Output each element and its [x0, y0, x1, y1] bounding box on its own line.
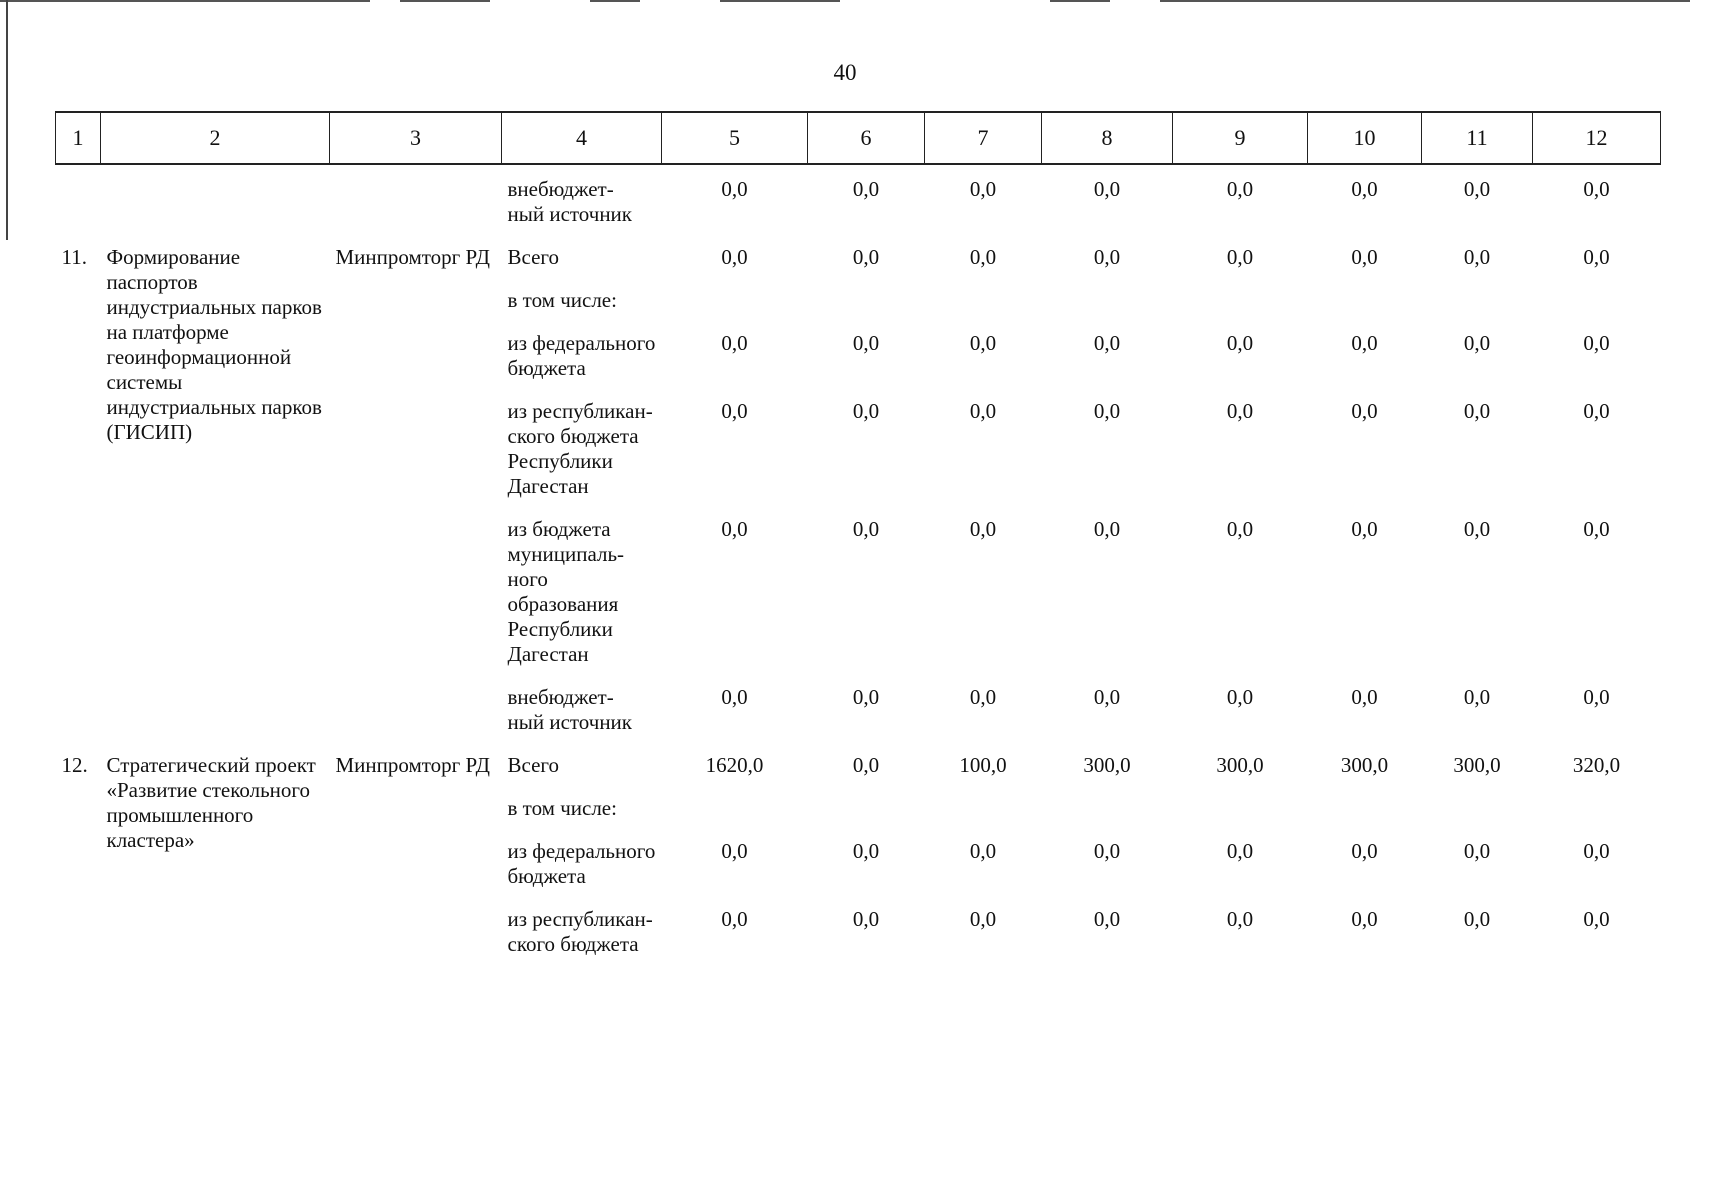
value-cell: 0,0 [852, 245, 880, 269]
column-header: 3 [330, 112, 502, 164]
funding-source-label: из федерального бюджета [507, 331, 656, 380]
value-cell: 0,0 [1463, 245, 1491, 269]
value-cell: 0,0 [1226, 331, 1254, 355]
value-cell: 0,0 [1226, 245, 1254, 269]
value-cell: 0,0 [852, 907, 880, 931]
column-header: 5 [662, 112, 808, 164]
value-cell [1422, 276, 1533, 319]
executor [330, 164, 502, 233]
value-cell: 0,0 [852, 331, 880, 355]
value-cell [1533, 784, 1661, 827]
value-cell: 0,0 [969, 907, 997, 931]
value-cell: 0,0 [1226, 517, 1254, 541]
value-cell: 0,0 [969, 331, 997, 355]
table-row [56, 164, 1661, 233]
value-cell: 0,0 [721, 839, 748, 863]
column-header: 10 [1308, 112, 1422, 164]
value-cell [662, 276, 808, 319]
value-cell: 300,0 [1216, 753, 1264, 777]
column-header: 12 [1533, 112, 1661, 164]
value-cell: 0,0 [1093, 685, 1121, 709]
value-cell: 0,0 [1226, 177, 1254, 201]
value-cell: 0,0 [852, 685, 880, 709]
value-cell: 0,0 [721, 907, 748, 931]
funding-source-label: Всего [507, 753, 559, 777]
funding-source-label: в том числе: [507, 796, 617, 820]
value-cell: 0,0 [1093, 177, 1121, 201]
value-cell [1042, 784, 1173, 827]
value-cell: 0,0 [1093, 331, 1121, 355]
table-row [56, 741, 1661, 784]
value-cell [808, 784, 925, 827]
value-cell: 0,0 [1226, 907, 1254, 931]
value-cell [1533, 276, 1661, 319]
value-cell: 300,0 [1340, 753, 1389, 777]
value-cell: 0,0 [1351, 331, 1378, 355]
funding-source-label: из республикан- ского бюджета Республики Дагестан [507, 399, 653, 498]
value-cell: 0,0 [1351, 177, 1378, 201]
page-number: 40 [833, 60, 857, 85]
value-cell: 0,0 [1093, 399, 1121, 423]
scan-edge-rule [400, 0, 490, 2]
scan-edge-rule [0, 0, 370, 2]
scan-edge-rule [590, 0, 640, 2]
column-header: 6 [808, 112, 925, 164]
value-cell: 0,0 [852, 517, 880, 541]
value-cell [925, 276, 1042, 319]
column-header: 2 [101, 112, 330, 164]
value-cell [1422, 784, 1533, 827]
value-cell: 100,0 [959, 753, 1007, 777]
value-cell: 0,0 [1226, 399, 1254, 423]
scan-edge-mark [6, 0, 8, 240]
row-number: 11. [61, 245, 87, 269]
value-cell [1308, 784, 1422, 827]
value-cell: 0,0 [1463, 839, 1491, 863]
value-cell: 0,0 [721, 399, 748, 423]
value-cell: 0,0 [1463, 399, 1491, 423]
value-cell: 0,0 [1093, 907, 1121, 931]
value-cell: 0,0 [1463, 907, 1491, 931]
value-cell: 0,0 [1583, 839, 1610, 863]
value-cell: 0,0 [1583, 399, 1610, 423]
value-cell: 0,0 [1463, 685, 1491, 709]
value-cell: 0,0 [969, 245, 997, 269]
value-cell: 0,0 [1583, 245, 1610, 269]
funding-source-label: из федерального бюджета [507, 839, 656, 888]
value-cell: 0,0 [1351, 907, 1378, 931]
value-cell: 0,0 [1583, 177, 1610, 201]
value-cell: 0,0 [852, 177, 880, 201]
executor: Минпромторг РД [335, 753, 490, 777]
table-header-row [56, 112, 1661, 164]
funding-source-label: из бюджета муниципаль- ного образования Республики Дагестан [507, 517, 625, 666]
column-header: 1 [56, 112, 101, 164]
value-cell: 0,0 [1093, 839, 1121, 863]
event-name: Стратегический проект «Развитие стекольного промышленного кластера» [106, 753, 316, 852]
column-header: 4 [502, 112, 662, 164]
budget-table [55, 111, 1661, 963]
value-cell [925, 784, 1042, 827]
funding-source-label: внебюджет- ный источник [507, 685, 632, 734]
value-cell: 0,0 [969, 177, 997, 201]
value-cell [808, 276, 925, 319]
value-cell: 0,0 [1583, 331, 1610, 355]
value-cell [1308, 276, 1422, 319]
value-cell: 0,0 [969, 399, 997, 423]
column-header: 8 [1042, 112, 1173, 164]
scan-edge-rule [1160, 0, 1690, 2]
funding-source-label: Всего [507, 245, 559, 269]
event-name: Формирование паспортов индустриальных парков на платформе геоинформационной системы индустриальных парков (ГИСИП) [106, 245, 322, 444]
value-cell: 0,0 [1463, 517, 1491, 541]
row-number: 12. [61, 753, 88, 777]
scan-edge-rule [720, 0, 840, 2]
value-cell: 300,0 [1083, 753, 1131, 777]
value-cell: 0,0 [1583, 685, 1610, 709]
value-cell: 0,0 [1463, 331, 1491, 355]
funding-source-label: внебюджет- ный источник [507, 177, 632, 226]
value-cell: 0,0 [1463, 177, 1491, 201]
funding-source-label: в том числе: [507, 288, 617, 312]
funding-source-label: из республикан- ского бюджета [507, 907, 653, 956]
value-cell: 0,0 [852, 399, 880, 423]
value-cell: 320,0 [1572, 753, 1621, 777]
column-header: 11 [1422, 112, 1533, 164]
value-cell: 1620,0 [705, 753, 764, 777]
column-header: 7 [925, 112, 1042, 164]
column-header: 9 [1173, 112, 1308, 164]
value-cell: 0,0 [969, 685, 997, 709]
value-cell: 0,0 [852, 753, 880, 777]
value-cell [1173, 784, 1308, 827]
value-cell: 0,0 [721, 331, 748, 355]
value-cell: 0,0 [1093, 517, 1121, 541]
table-row [56, 233, 1661, 276]
value-cell: 0,0 [1351, 839, 1378, 863]
value-cell: 0,0 [721, 245, 748, 269]
event-name [101, 164, 330, 233]
value-cell [1042, 276, 1173, 319]
value-cell: 0,0 [1093, 245, 1121, 269]
value-cell: 0,0 [721, 177, 748, 201]
value-cell: 0,0 [1583, 517, 1610, 541]
value-cell: 0,0 [969, 839, 997, 863]
value-cell [1173, 276, 1308, 319]
executor: Минпромторг РД [335, 245, 490, 269]
value-cell: 0,0 [1583, 907, 1610, 931]
value-cell: 0,0 [1351, 685, 1378, 709]
value-cell: 0,0 [969, 517, 997, 541]
value-cell: 0,0 [721, 685, 748, 709]
value-cell [662, 784, 808, 827]
value-cell: 0,0 [852, 839, 880, 863]
value-cell: 0,0 [1351, 399, 1378, 423]
scan-edge-rule [1050, 0, 1110, 2]
value-cell: 0,0 [721, 517, 748, 541]
value-cell: 0,0 [1226, 685, 1254, 709]
value-cell: 0,0 [1226, 839, 1254, 863]
row-number [56, 164, 101, 233]
value-cell: 300,0 [1453, 753, 1501, 777]
value-cell: 0,0 [1351, 245, 1378, 269]
value-cell: 0,0 [1351, 517, 1378, 541]
